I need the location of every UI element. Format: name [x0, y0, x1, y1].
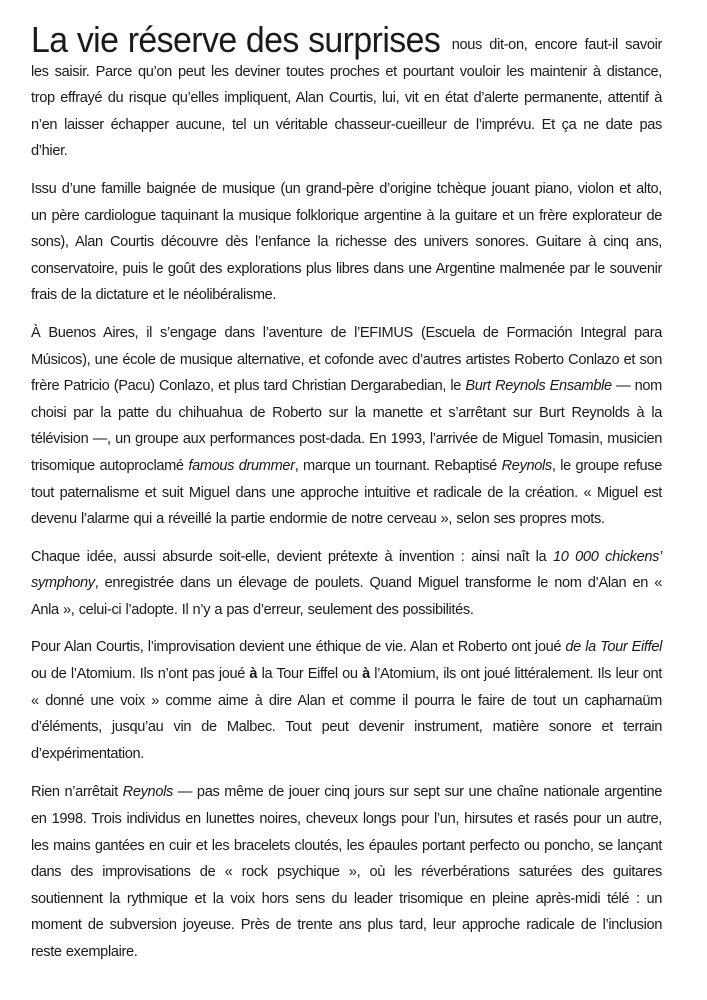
paragraph	[31, 320, 662, 533]
paragraph	[31, 176, 662, 309]
paragraph-text: , marque un tournant. Rebaptisé	[294, 457, 502, 474]
paragraph-text: , le groupe refuse tout paternalisme et suit Miguel dans une approche intuitive et radicale de la création. « Miguel est devenu l’alarme qui a réveillé la partie endormie de notre cerveau », selon ses propres mots.	[31, 457, 663, 528]
paragraph	[31, 634, 662, 767]
article	[31, 19, 663, 977]
paragraph-text: l’Atomium, ils ont joué littéralement. Ils leur ont « donné une voix » comme aime à dire Alan et comme il pourra le faire de tout un capharnaüm d’éléments, jusqu’au vin de Malbec. Tout peut devenir instrument, matière sonore et terrain d’expérimentation.	[31, 666, 662, 762]
italic-phrase: de la Tour Eiffel	[565, 639, 662, 656]
paragraph	[31, 19, 662, 165]
paragraph-text: Issu d’une famille baignée de musique (un grand-père d’origine tchèque jouant piano, violon et alto, un père cardiologue taquinant la musique folklorique argentine à la guitare et un frère explorateur de sons), Alan Courtis découvre dès l’enfance la richesse des univers sonores. Guitare à cinq ans, conservatoire, puis le goût des explorations plus libres dans une Argentine malmenée par le souvenir frais de la dictature et le néolibéralisme.	[31, 180, 662, 304]
paragraph-text: la Tour Eiffel ou	[257, 666, 363, 683]
paragraph	[31, 544, 662, 624]
italic-band-name: Reynols	[501, 457, 552, 474]
article-title: La vie réserve des surprises	[31, 19, 441, 60]
paragraph-text: Pour Alan Courtis, l’improvisation devient une éthique de vie. Alan et Roberto ont joué	[31, 639, 566, 656]
paragraph	[31, 779, 662, 965]
paragraph-text: À Buenos Aires, il s’engage dans l’aventure de l’EFIMUS (Escuela de Formación Integral para Músicos), une école de musique alternative, et cofonde avec d’autres artistes Roberto Conlazo et son frère Patricio (Pacu) Conlazo, et plus tard Christian Dergarabedian, le	[31, 324, 662, 395]
bold-emphasis: à	[362, 666, 370, 683]
paragraph-text: , enregistrée dans un élevage de poulets. Quand Miguel transforme le nom d’Alan en « Anla », celui-ci l’adopte. Il n’y a pas d’erreur, seulement des possibilités.	[31, 575, 662, 618]
italic-phrase: famous drummer	[188, 457, 295, 474]
paragraph-text: — pas même de jouer cinq jours sur sept sur une chaîne nationale argentine en 1998. Trois individus en lunettes noires, cheveux longs pour l’un, hirsutes et rasés pour un autre, les mains gantées en cuir et les bracelets cloutés, les épaules portant perfecto ou poncho, se lançant dans des improvisations de « rock psychique », où les réverbérations saturées des guitares soutiennent la rythmique et la voix hors sens du leader trisomique en pleine après-midi télé : un moment de subversion joyeuse. Près de trente ans plus tard, leur approche radicale de l’inclusion reste exemplaire.	[31, 784, 662, 960]
paragraph-text: Rien n’arrêtait	[31, 784, 123, 801]
italic-band-name: Burt Reynols Ensamble	[465, 378, 612, 395]
bold-emphasis: à	[249, 666, 258, 683]
paragraph-text: — nom choisi par la patte du chihuahua de Roberto sur la manette et s’arrêtant sur Burt Reynolds à la télévision —, un groupe aux performances post-dada. En 1993, l’arrivée de Miguel Tomasin, musicien trisomique autoproclamé	[31, 378, 662, 474]
italic-band-name: Reynols	[122, 784, 173, 801]
paragraph-text: Chaque idée, aussi absurde soit-elle, devient prétexte à invention : ainsi naît la	[31, 548, 553, 565]
italic-work-title: 10 000 chickens’ symphony	[31, 548, 662, 592]
paragraph-text: ou de l’Atomium. Ils n’ont pas joué	[31, 666, 250, 683]
paragraph-text: nous dit-on, encore faut-il savoir les saisir. Parce qu’on peut les deviner toutes proches et pourtant vouloir les maintenir à distance, trop effrayé du risque qu’elles impliquent, Alan Courtis, lui, vit en état d’alerte permanente, attentif à n’en laisser échapper aucune, tel un véritable chasseur-cueilleur de l’imprévu. Et ça ne date pas d’hier.	[31, 37, 662, 160]
